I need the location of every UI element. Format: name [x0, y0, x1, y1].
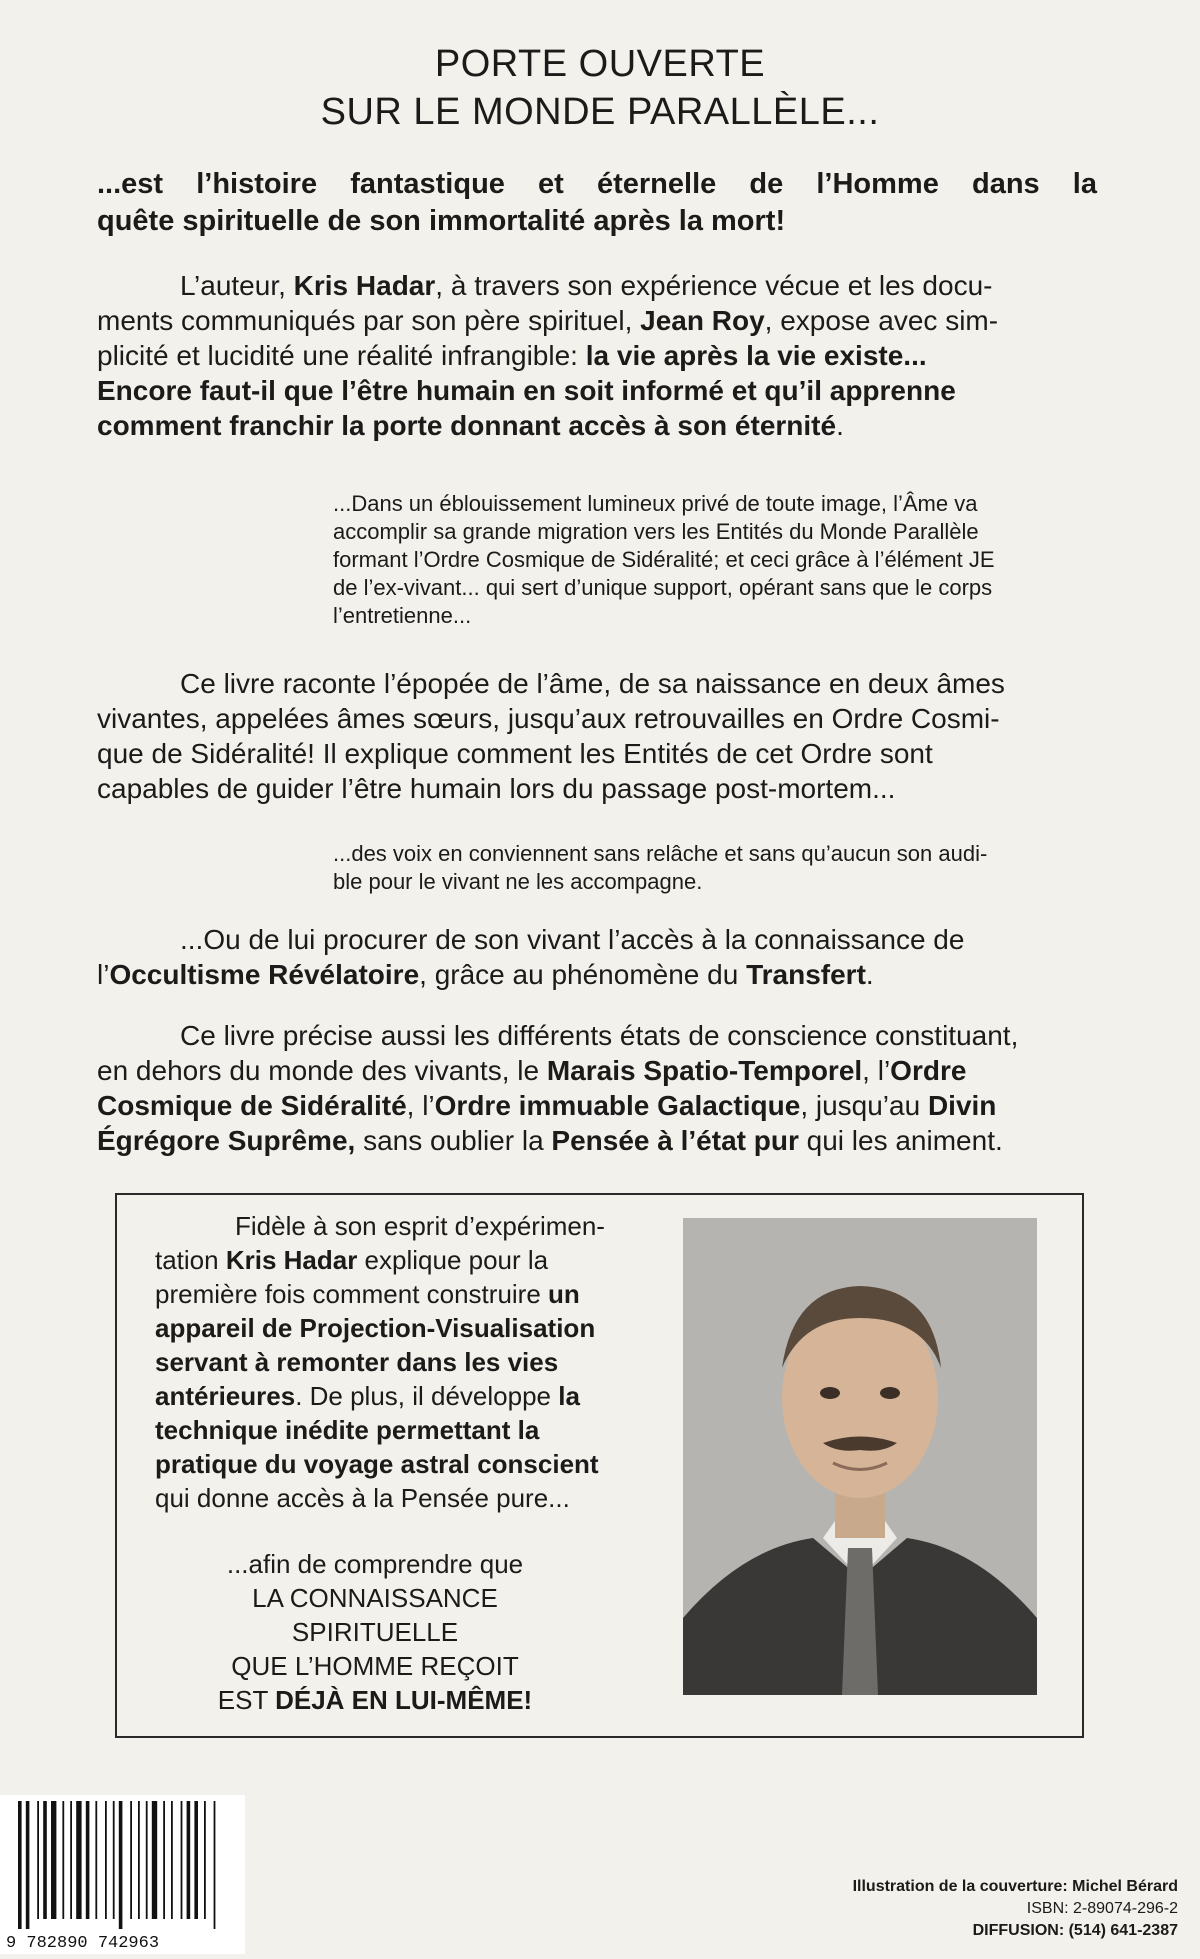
para2-line-1: Ce livre raconte l’épopée de l’âme, de sa naissance en deux âmes [180, 668, 1005, 699]
lead-line-1: ...est l’histoire fantastique et éternelle de l’Homme dans la [97, 168, 1097, 200]
text: EST [217, 1685, 276, 1715]
bold-text: Égrégore Suprême, [97, 1125, 356, 1156]
lead-paragraph [97, 166, 1097, 240]
text: , à travers son expérience vécue et les docu- [435, 270, 993, 301]
text: . [836, 410, 844, 441]
box-line-5 [155, 1345, 640, 1379]
para4-line-4 [97, 1123, 1018, 1158]
barcode-bar [171, 1801, 173, 1919]
para3-line-1: ...Ou de lui procurer de son vivant l’accès à la connaissance de [180, 924, 965, 955]
para3-line-2 [97, 957, 964, 992]
bold-text: servant à remonter dans les vies [155, 1347, 559, 1377]
para1-line-4 [97, 373, 1097, 408]
text: l’ [97, 959, 110, 990]
para2-line-2: vivantes, appelées âmes sœurs, jusqu’aux retrouvailles en Ordre Cosmi- [97, 703, 1000, 734]
bold-text: comment franchir la porte donnant accès à son éternité [97, 410, 837, 441]
bold-text: un [548, 1279, 580, 1309]
text: . De plus, il développe [295, 1381, 559, 1411]
barcode-bar [119, 1801, 123, 1929]
bold-text: DÉJÀ EN LUI-MÊME! [275, 1685, 533, 1715]
bold-text: la vie après la vie existe... [585, 340, 927, 371]
text: , jusqu’au [800, 1090, 928, 1121]
quote1-line-2: accomplir sa grande migration vers les Entités du Monde Parallèle [333, 519, 979, 544]
barcode-bar [163, 1801, 165, 1919]
barcode-bar [76, 1801, 81, 1919]
para2-line-4: capables de guider l’être humain lors du passage post-mortem... [97, 773, 896, 804]
box-line-4 [155, 1311, 640, 1345]
text: , l’ [862, 1055, 891, 1086]
box-line-7 [155, 1413, 640, 1447]
bold-text: Encore faut-il que l’être humain en soit informé et qu’il apprenne [97, 375, 956, 406]
quote2-line-1: ...des voix en conviennent sans relâche et sans qu’aucun son audi- [333, 841, 988, 866]
para1-line-5 [97, 408, 1097, 443]
isbn: ISBN: 2-89074-296-2 [1026, 1900, 1178, 1917]
barcode-bar [138, 1801, 140, 1919]
barcode-bar [204, 1801, 206, 1919]
title-line-1: PORTE OUVERTE [434, 43, 766, 85]
paragraph-occultisme [97, 922, 964, 992]
text: L’auteur, [180, 270, 294, 301]
box-conclusion [155, 1547, 595, 1717]
conclusion-line-1: ...afin de comprendre que [226, 1549, 524, 1579]
barcode-bar [113, 1801, 115, 1919]
para1-line-3 [97, 338, 1097, 373]
text: tation [155, 1245, 226, 1275]
box-line-2 [155, 1243, 640, 1277]
box-line-1: Fidèle à son esprit d’expérimen- [235, 1211, 605, 1241]
barcode-bar [214, 1801, 216, 1929]
text: en dehors du monde des vivants, le [97, 1055, 547, 1086]
conclusion-line-4: QUE L’HOMME REÇOIT [231, 1651, 519, 1681]
text: qui les animent. [798, 1125, 1003, 1156]
barcode-bar [26, 1801, 30, 1929]
para2-line-3: que de Sidéralité! Il explique comment les Entités de cet Ordre sont [97, 738, 933, 769]
text: plicité et lucidité une réalité infrangible: [97, 340, 586, 371]
text: explique pour la [357, 1245, 549, 1275]
para1-line-1 [97, 268, 1097, 303]
barcode-bar [194, 1801, 198, 1919]
quote1-line-5: l’entretienne... [333, 603, 472, 628]
author-box [115, 1193, 1084, 1738]
mentor-name: Jean Roy [640, 305, 765, 336]
quote2-line-2: ble pour le vivant ne les accompagne. [333, 869, 703, 894]
bold-text: Pensée à l’état pur [551, 1125, 799, 1156]
author-name: Kris Hadar [225, 1245, 358, 1275]
text: ments communiqués par son père spirituel, [97, 305, 641, 336]
barcode-bar [181, 1801, 183, 1919]
box-line-9: qui donne accès à la Pensée pure... [155, 1483, 570, 1513]
paragraph-epopee [97, 666, 1005, 806]
text: sans oublier la [355, 1125, 552, 1156]
para1-line-2 [97, 303, 1097, 338]
barcode-number: 9 782890 742963 [6, 1934, 160, 1953]
author-box-text [155, 1209, 640, 1515]
bold-text: Ordre [890, 1055, 967, 1086]
quote1-line-1: ...Dans un éblouissement lumineux privé de toute image, l’Âme va [333, 491, 978, 516]
quote-migration [333, 490, 995, 630]
conclusion-line-2: LA CONNAISSANCE [252, 1583, 498, 1613]
quote-voices [333, 840, 987, 896]
para4-line-1: Ce livre précise aussi les différents états de conscience constituant, [180, 1020, 1019, 1051]
author-photo [683, 1218, 1037, 1695]
distribution: DIFFUSION: (514) 641-2387 [972, 1922, 1178, 1939]
barcode-bar [146, 1801, 148, 1919]
paragraph-author [97, 268, 1097, 443]
barcode-bar [152, 1801, 157, 1919]
author-portrait-icon [683, 1218, 1037, 1695]
barcode-bar [18, 1801, 22, 1929]
quote1-line-4: de l’ex-vivant... qui sert d’unique support, opérant sans que le corps [333, 575, 993, 600]
box-line-6 [155, 1379, 640, 1413]
barcode-bar [43, 1801, 47, 1919]
bold-text: Ordre immuable Galactique [434, 1090, 801, 1121]
bold-text: Occultisme Révélatoire [109, 959, 420, 990]
bold-text: la [558, 1381, 580, 1411]
barcode-bar [37, 1801, 39, 1919]
barcode-bar [130, 1801, 132, 1919]
text: première fois comment construire [155, 1279, 549, 1309]
box-line-8 [155, 1447, 640, 1481]
bold-text: Transfert [746, 959, 866, 990]
bold-text: appareil de Projection-Visualisation [155, 1313, 596, 1343]
text: , l’ [406, 1090, 435, 1121]
bold-text: pratique du voyage astral conscient [155, 1449, 599, 1479]
barcode-icon [0, 1795, 245, 1954]
bold-text: technique inédite permettant la [155, 1415, 540, 1445]
barcode [0, 1795, 245, 1954]
quote1-line-3: formant l’Ordre Cosmique de Sidéralité; et ceci grâce à l’élément JE [333, 547, 995, 572]
text: . [865, 959, 874, 990]
barcode-bar [70, 1801, 72, 1919]
barcode-bar [95, 1801, 97, 1919]
box-line-3 [155, 1277, 640, 1311]
text: , expose avec sim- [764, 305, 999, 336]
text: , grâce au phénomène du [419, 959, 747, 990]
bold-text: antérieures [155, 1381, 296, 1411]
bold-text: Divin [927, 1090, 997, 1121]
conclusion-line-3: SPIRITUELLE [291, 1617, 459, 1647]
conclusion-line-5 [155, 1683, 595, 1717]
barcode-bar [187, 1801, 191, 1919]
cover-title [0, 40, 1200, 136]
cover-illustration-credit: Illustration de la couverture: Michel Bérard [852, 1878, 1178, 1895]
credits [853, 1876, 1178, 1942]
barcode-bar [51, 1801, 56, 1919]
para4-line-2 [97, 1053, 1018, 1088]
paragraph-etats [97, 1018, 1018, 1158]
barcode-bar [62, 1801, 64, 1919]
barcode-bar [86, 1801, 90, 1919]
para4-line-3 [97, 1088, 1018, 1123]
author-name: Kris Hadar [293, 270, 436, 301]
bold-text: Cosmique de Sidéralité [97, 1090, 407, 1121]
bold-text: Marais Spatio-Temporel [546, 1055, 863, 1086]
lead-line-2: quête spirituelle de son immortalité après la mort! [97, 205, 786, 237]
title-line-2: SUR LE MONDE PARALLÈLE... [320, 91, 880, 133]
barcode-bar [105, 1801, 107, 1919]
